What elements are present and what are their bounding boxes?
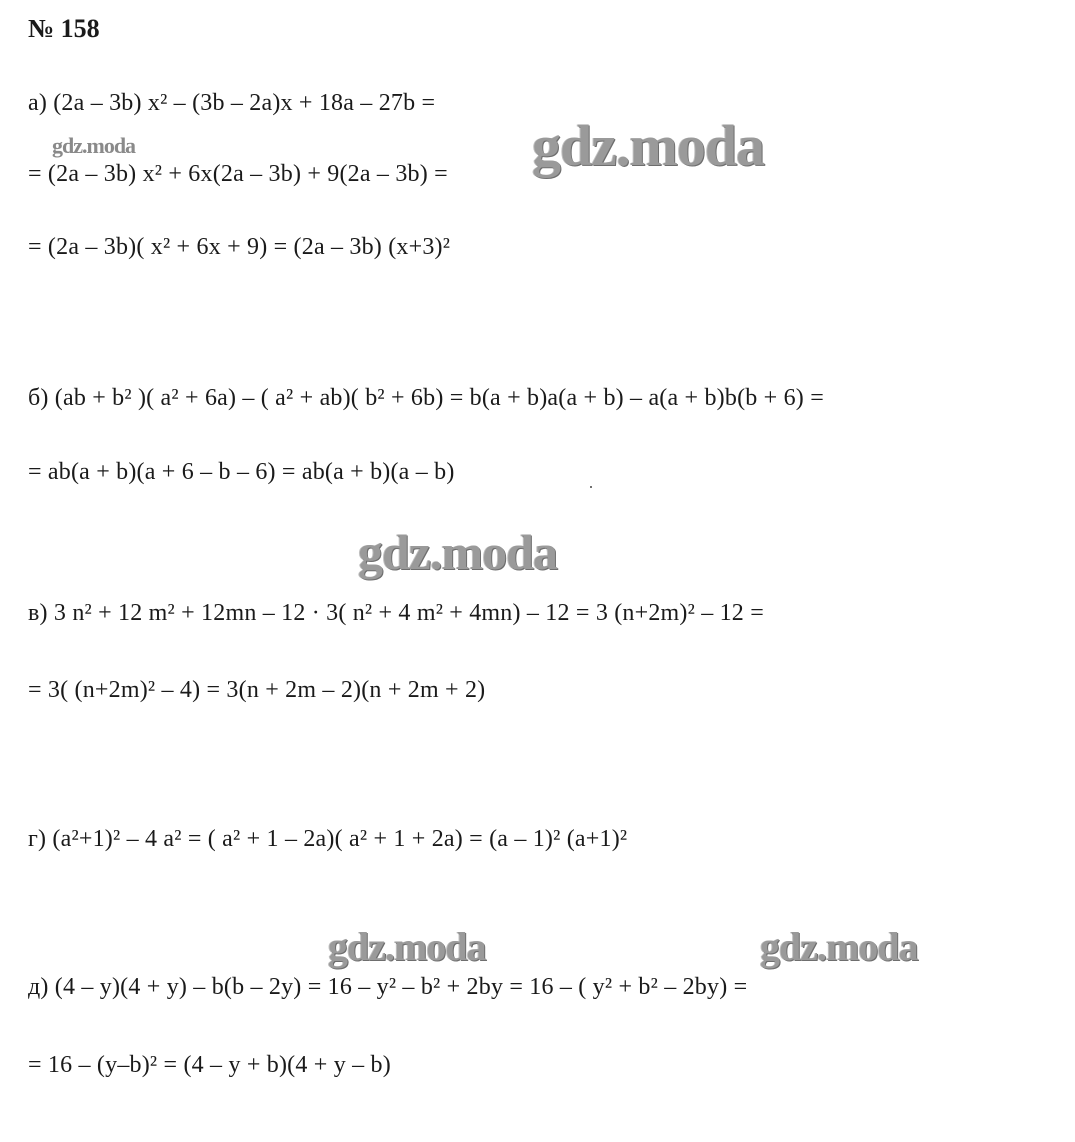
solution-g-line-1: г) (a²+1)² – 4 a² = ( a² + 1 – 2a)( a² + 1 + 2a) = (a – 1)² (a+1)² xyxy=(28,826,628,852)
problem-number: № 158 xyxy=(28,14,100,43)
stray-dot xyxy=(590,486,592,488)
solution-a-line-3: = (2a – 3b)( x² + 6x + 9) = (2a – 3b) (x+3)² xyxy=(28,234,451,260)
solution-d-line-2: = 16 – (y–b)² = (4 – y + b)(4 + y – b) xyxy=(28,1052,391,1078)
solution-a-line-1: а) (2a – 3b) x² – (3b – 2a)x + 18a – 27b = xyxy=(28,90,436,116)
watermark-large-top: gdz.moda xyxy=(532,113,765,178)
solution-d-line-1: д) (4 – y)(4 + y) – b(b – 2y) = 16 – y² – b² + 2by = 16 – ( y² + b² – 2by) = xyxy=(28,974,748,1000)
watermark-large-middle: gdz.moda xyxy=(358,524,557,580)
watermark-bottom-right: gdz.moda xyxy=(760,924,918,969)
solution-v-line-2: = 3( (n+2m)² – 4) = 3(n + 2m – 2)(n + 2m + 2) xyxy=(28,677,486,703)
solution-b-line-2: = ab(a + b)(a + 6 – b – 6) = ab(a + b)(a – b) xyxy=(28,459,455,485)
watermark-small: gdz.moda xyxy=(52,133,136,158)
solution-v-line-1: в) 3 n² + 12 m² + 12mn – 12 · 3( n² + 4 m² + 4mn) – 12 = 3 (n+2m)² – 12 = xyxy=(28,600,764,626)
solution-b-line-1: б) (ab + b² )( a² + 6a) – ( a² + ab)( b² + 6b) = b(a + b)a(a + b) – a(a + b)b(b + 6) = xyxy=(28,385,824,411)
solution-a-line-2: = (2a – 3b) x² + 6x(2a – 3b) + 9(2a – 3b) = xyxy=(28,161,448,187)
watermark-bottom-left: gdz.moda xyxy=(328,924,486,969)
